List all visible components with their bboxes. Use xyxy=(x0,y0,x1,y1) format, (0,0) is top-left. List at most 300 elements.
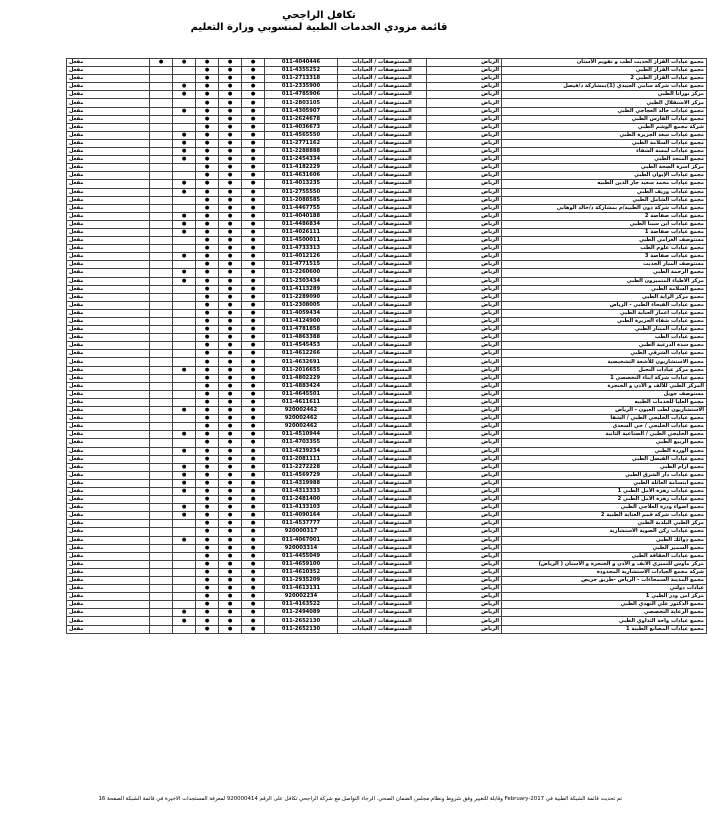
table-row xyxy=(67,536,707,544)
city-cell: الرياض xyxy=(427,237,502,245)
coverage-dot-cell xyxy=(173,196,196,204)
provider-type-cell: المستوصفات / العيادات xyxy=(338,334,427,342)
provider-type-cell: المستوصفات / العيادات xyxy=(338,172,427,180)
coverage-dot-icon: ● xyxy=(173,83,196,91)
phone-cell: 011-4486834 xyxy=(265,220,338,228)
provider-name-cell: مجمع عيادات ركن الصوية الاستشارية xyxy=(502,528,707,536)
table-row xyxy=(67,253,707,261)
coverage-dot-icon: ● xyxy=(242,123,265,131)
city-cell: الرياض xyxy=(427,245,502,253)
provider-type-cell: المستوصفات / العيادات xyxy=(338,479,427,487)
city-cell: الرياض xyxy=(427,261,502,269)
status-cell: مفعل xyxy=(67,366,150,374)
provider-name-cell: مركز الأطباء المتميزون الطبي xyxy=(502,277,707,285)
coverage-dot-cell xyxy=(173,568,196,576)
provider-name-cell: مجمع عيادات الإيوان الطبي xyxy=(502,172,707,180)
phone-cell: 011-4781858 xyxy=(265,326,338,334)
coverage-dot-icon: ● xyxy=(173,139,196,147)
coverage-dot-icon: ● xyxy=(196,407,219,415)
coverage-dot-icon: ● xyxy=(196,609,219,617)
status-cell: مفعل xyxy=(67,334,150,342)
status-cell: مفعل xyxy=(67,415,150,423)
city-cell: الرياض xyxy=(427,552,502,560)
provider-name-cell: مجمع عيادات الشرقي الطبي xyxy=(502,350,707,358)
coverage-dot-cell xyxy=(150,156,173,164)
table-row xyxy=(67,487,707,495)
table-row xyxy=(67,504,707,512)
status-cell: مفعل xyxy=(67,115,150,123)
coverage-dot-icon: ● xyxy=(219,479,242,487)
coverage-dot-cell xyxy=(173,285,196,293)
provider-name-cell: مجمع عيادات شركة سامي العبيدي (1)بمشاركة د/فيصل xyxy=(502,83,707,91)
table-row xyxy=(67,479,707,487)
coverage-dot-icon: ● xyxy=(242,318,265,326)
table-row xyxy=(67,148,707,156)
coverage-dot-icon: ● xyxy=(196,180,219,188)
coverage-dot-cell xyxy=(150,220,173,228)
provider-name-cell: مجمع عيادات صفاصة 1 xyxy=(502,228,707,236)
city-cell: الرياض xyxy=(427,139,502,147)
phone-cell: 920002462 xyxy=(265,407,338,415)
provider-type-cell: المستوصفات / العيادات xyxy=(338,471,427,479)
table-row xyxy=(67,463,707,471)
coverage-dot-cell xyxy=(173,423,196,431)
coverage-dot-icon: ● xyxy=(196,309,219,317)
coverage-dot-cell xyxy=(150,148,173,156)
provider-name-cell: مجمع عيادات شفاء الجزيرة الطبي xyxy=(502,318,707,326)
provider-type-cell: المستوصفات / العيادات xyxy=(338,366,427,374)
provider-type-cell: المستوصفات / العيادات xyxy=(338,309,427,317)
coverage-dot-cell xyxy=(150,544,173,552)
table-row xyxy=(67,585,707,593)
phone-cell: 011-4545453 xyxy=(265,342,338,350)
city-cell: الرياض xyxy=(427,350,502,358)
coverage-dot-icon: ● xyxy=(242,447,265,455)
city-cell: الرياض xyxy=(427,67,502,75)
table-row xyxy=(67,309,707,317)
coverage-dot-cell xyxy=(173,261,196,269)
coverage-dot-icon: ● xyxy=(196,358,219,366)
status-cell: مفعل xyxy=(67,350,150,358)
coverage-dot-icon: ● xyxy=(242,115,265,123)
coverage-dot-icon: ● xyxy=(242,164,265,172)
provider-type-cell: المستوصفات / العيادات xyxy=(338,228,427,236)
coverage-dot-icon: ● xyxy=(196,601,219,609)
coverage-dot-cell xyxy=(173,577,196,585)
provider-name-cell: مجمع السمير الطبي xyxy=(502,544,707,552)
table-row xyxy=(67,326,707,334)
coverage-dot-icon: ● xyxy=(173,212,196,220)
coverage-dot-cell xyxy=(150,228,173,236)
coverage-dot-icon: ● xyxy=(196,204,219,212)
coverage-dot-icon: ● xyxy=(173,253,196,261)
coverage-dot-icon: ● xyxy=(196,504,219,512)
city-cell: الرياض xyxy=(427,83,502,91)
provider-name-cell: مجمع عيادات الطب xyxy=(502,334,707,342)
coverage-dot-icon: ● xyxy=(196,334,219,342)
coverage-dot-cell xyxy=(150,285,173,293)
coverage-dot-icon: ● xyxy=(242,601,265,609)
city-cell: الرياض xyxy=(427,309,502,317)
provider-type-cell: المستوصفات / العيادات xyxy=(338,148,427,156)
coverage-dot-icon: ● xyxy=(219,568,242,576)
phone-cell: 011-4313333 xyxy=(265,487,338,495)
coverage-dot-icon: ● xyxy=(196,455,219,463)
coverage-dot-cell xyxy=(150,585,173,593)
coverage-dot-icon: ● xyxy=(219,504,242,512)
coverage-dot-icon: ● xyxy=(196,350,219,358)
coverage-dot-icon: ● xyxy=(219,75,242,83)
coverage-dot-icon: ● xyxy=(196,67,219,75)
table-row xyxy=(67,277,707,285)
coverage-dot-icon: ● xyxy=(173,220,196,228)
phone-cell: 011-4611611 xyxy=(265,398,338,406)
coverage-dot-icon: ● xyxy=(219,423,242,431)
provider-type-cell: المستوصفات / العيادات xyxy=(338,123,427,131)
phone-cell: 011-4090164 xyxy=(265,512,338,520)
coverage-dot-icon: ● xyxy=(219,609,242,617)
provider-name-cell: مجمع عيادات المصانع الطبية 1 xyxy=(502,625,707,633)
coverage-dot-icon: ● xyxy=(219,285,242,293)
coverage-dot-icon: ● xyxy=(196,487,219,495)
coverage-dot-cell xyxy=(150,75,173,83)
coverage-dot-cell xyxy=(173,318,196,326)
status-cell: مفعل xyxy=(67,585,150,593)
coverage-dot-icon: ● xyxy=(196,228,219,236)
provider-type-cell: المستوصفات / العيادات xyxy=(338,301,427,309)
provider-name-cell: مجمع عيادات الفيصل الطبي xyxy=(502,455,707,463)
phone-cell: 011-2308005 xyxy=(265,301,338,309)
provider-type-cell: المستوصفات / العيادات xyxy=(338,99,427,107)
provider-type-cell: المستوصفات / العيادات xyxy=(338,552,427,560)
provider-type-cell: المستوصفات / العيادات xyxy=(338,447,427,455)
coverage-dot-icon: ● xyxy=(173,504,196,512)
status-cell: مفعل xyxy=(67,407,150,415)
coverage-dot-icon: ● xyxy=(173,188,196,196)
table-row xyxy=(67,245,707,253)
table-row xyxy=(67,228,707,236)
city-cell: الرياض xyxy=(427,544,502,552)
phone-cell: 011-2771162 xyxy=(265,139,338,147)
status-cell: مفعل xyxy=(67,544,150,552)
provider-type-cell: المستوصفات / العيادات xyxy=(338,269,427,277)
coverage-dot-cell xyxy=(173,552,196,560)
city-cell: الرياض xyxy=(427,463,502,471)
status-cell: مفعل xyxy=(67,180,150,188)
coverage-dot-icon: ● xyxy=(173,447,196,455)
coverage-dot-icon: ● xyxy=(196,196,219,204)
coverage-dot-icon: ● xyxy=(196,536,219,544)
provider-type-cell: المستوصفات / العيادات xyxy=(338,374,427,382)
provider-name-cell: مجمع عيادات السلامة الطبي xyxy=(502,139,707,147)
provider-name-cell: مجمع عيادات اعمار العناية الطبي xyxy=(502,309,707,317)
coverage-dot-icon: ● xyxy=(196,245,219,253)
status-cell: مفعل xyxy=(67,463,150,471)
coverage-dot-icon: ● xyxy=(173,91,196,99)
status-cell: مفعل xyxy=(67,196,150,204)
provider-name-cell: مجمع عيادات محمد سعيد جار الدين الطبيه xyxy=(502,180,707,188)
coverage-dot-icon: ● xyxy=(242,358,265,366)
coverage-dot-icon: ● xyxy=(219,552,242,560)
phone-cell: 011-4632691 xyxy=(265,358,338,366)
city-cell: الرياض xyxy=(427,455,502,463)
coverage-dot-icon: ● xyxy=(219,59,242,67)
table-row xyxy=(67,593,707,601)
coverage-dot-icon: ● xyxy=(219,350,242,358)
provider-type-cell: المستوصفات / العيادات xyxy=(338,593,427,601)
coverage-dot-cell xyxy=(173,439,196,447)
phone-cell: 011-4467755 xyxy=(265,204,338,212)
coverage-dot-icon: ● xyxy=(242,504,265,512)
coverage-dot-icon: ● xyxy=(219,560,242,568)
city-cell: الرياض xyxy=(427,301,502,309)
city-cell: الرياض xyxy=(427,75,502,83)
phone-cell: 011-4113289 xyxy=(265,285,338,293)
city-cell: الرياض xyxy=(427,269,502,277)
coverage-dot-cell xyxy=(173,560,196,568)
status-cell: مفعل xyxy=(67,245,150,253)
coverage-dot-cell xyxy=(150,504,173,512)
phone-cell: 011-2481400 xyxy=(265,496,338,504)
coverage-dot-icon: ● xyxy=(242,398,265,406)
provider-type-cell: المستوصفات / العيادات xyxy=(338,382,427,390)
coverage-dot-icon: ● xyxy=(173,536,196,544)
phone-cell: 011-2454334 xyxy=(265,156,338,164)
table-row xyxy=(67,512,707,520)
status-cell: مفعل xyxy=(67,382,150,390)
provider-type-cell: المستوصفات / العيادات xyxy=(338,59,427,67)
provider-name-cell: مجمع عيادات القزاز الطبي 2 xyxy=(502,75,707,83)
status-cell: مفعل xyxy=(67,301,150,309)
provider-name-cell: مجمع الوردة الطبي xyxy=(502,447,707,455)
phone-cell: 011-2272228 xyxy=(265,463,338,471)
provider-type-cell: المستوصفات / العيادات xyxy=(338,131,427,139)
coverage-dot-icon: ● xyxy=(196,75,219,83)
coverage-dot-icon: ● xyxy=(242,75,265,83)
coverage-dot-cell xyxy=(150,342,173,350)
coverage-dot-icon: ● xyxy=(242,528,265,536)
coverage-dot-cell xyxy=(150,447,173,455)
coverage-dot-cell xyxy=(173,374,196,382)
coverage-dot-icon: ● xyxy=(196,99,219,107)
table-row xyxy=(67,577,707,585)
page-subtitle: قائمة مزودي الخدمات الطبية لمنسوبي وزارة التعليم xyxy=(190,22,448,33)
provider-name-cell: مجمع مركز الراية الطبي xyxy=(502,293,707,301)
coverage-dot-icon: ● xyxy=(242,131,265,139)
provider-type-cell: المستوصفات / العيادات xyxy=(338,496,427,504)
coverage-dot-icon: ● xyxy=(196,439,219,447)
provider-type-cell: المستوصفات / العيادات xyxy=(338,67,427,75)
coverage-dot-icon: ● xyxy=(173,609,196,617)
provider-name-cell: مجمع عيادات صفاصة 3 xyxy=(502,253,707,261)
status-cell: مفعل xyxy=(67,293,150,301)
provider-name-cell: مجمع عيادات شركة ابناء التخصصي 1 xyxy=(502,374,707,382)
coverage-dot-icon: ● xyxy=(219,520,242,528)
coverage-dot-icon: ● xyxy=(219,390,242,398)
coverage-dot-cell xyxy=(150,463,173,471)
coverage-dot-cell xyxy=(150,496,173,504)
coverage-dot-icon: ● xyxy=(196,374,219,382)
footer-note: تم تحديث قائمة الشبكة الطبية في February-2017 وقابلة للتغيير وفق شروط ونظام مجلس الضمان الصحي. الرجاء التواصل مع شركة الراجحي تكافل على الرقم 920000414 لمعرفة المستجدات الاخيرة في قائمة الشبكة الصفحة 16 xyxy=(98,796,622,802)
city-cell: الرياض xyxy=(427,536,502,544)
coverage-dot-icon: ● xyxy=(242,277,265,285)
table-row xyxy=(67,261,707,269)
provider-name-cell: مجمع الدكتور علي النهدي الطبي xyxy=(502,601,707,609)
provider-name-cell: مجمع عيادات الفيحاء الطبي - الرياض xyxy=(502,301,707,309)
coverage-dot-cell xyxy=(150,318,173,326)
coverage-dot-icon: ● xyxy=(242,544,265,552)
provider-type-cell: المستوصفات / العيادات xyxy=(338,220,427,228)
provider-type-cell: المستوصفات / العيادات xyxy=(338,285,427,293)
coverage-dot-cell xyxy=(150,439,173,447)
phone-cell: 011-2935209 xyxy=(265,577,338,585)
provider-type-cell: المستوصفات / العيادات xyxy=(338,407,427,415)
status-cell: مفعل xyxy=(67,496,150,504)
coverage-dot-icon: ● xyxy=(173,107,196,115)
coverage-dot-icon: ● xyxy=(242,285,265,293)
phone-cell: 011-2652130 xyxy=(265,625,338,633)
coverage-dot-cell xyxy=(150,617,173,625)
coverage-dot-icon: ● xyxy=(196,577,219,585)
city-cell: الرياض xyxy=(427,407,502,415)
coverage-dot-icon: ● xyxy=(242,487,265,495)
coverage-dot-cell xyxy=(150,261,173,269)
coverage-dot-icon: ● xyxy=(196,237,219,245)
coverage-dot-cell xyxy=(150,277,173,285)
table-row xyxy=(67,342,707,350)
provider-name-cell: مجمع سدة الدرعية الطبي xyxy=(502,342,707,350)
coverage-dot-cell xyxy=(150,107,173,115)
status-cell: مفعل xyxy=(67,423,150,431)
provider-type-cell: المستوصفات / العيادات xyxy=(338,293,427,301)
coverage-dot-icon: ● xyxy=(173,366,196,374)
provider-type-cell: المستوصفات / العيادات xyxy=(338,156,427,164)
phone-cell: 011-4565550 xyxy=(265,131,338,139)
coverage-dot-cell xyxy=(150,398,173,406)
provider-type-cell: المستوصفات / العيادات xyxy=(338,528,427,536)
coverage-dot-icon: ● xyxy=(242,407,265,415)
coverage-dot-cell xyxy=(173,455,196,463)
coverage-dot-icon: ● xyxy=(196,269,219,277)
table-row xyxy=(67,374,707,382)
coverage-dot-icon: ● xyxy=(242,374,265,382)
phone-cell: 011-4733313 xyxy=(265,245,338,253)
coverage-dot-cell xyxy=(173,350,196,358)
coverage-dot-icon: ● xyxy=(219,164,242,172)
provider-type-cell: المستوصفات / العيادات xyxy=(338,625,427,633)
status-cell: مفعل xyxy=(67,148,150,156)
coverage-dot-cell xyxy=(150,560,173,568)
city-cell: الرياض xyxy=(427,577,502,585)
coverage-dot-cell xyxy=(150,625,173,633)
coverage-dot-icon: ● xyxy=(242,382,265,390)
phone-cell: 011-2713318 xyxy=(265,75,338,83)
city-cell: الرياض xyxy=(427,91,502,99)
coverage-dot-icon: ● xyxy=(196,59,219,67)
coverage-dot-cell xyxy=(150,99,173,107)
coverage-dot-icon: ● xyxy=(242,188,265,196)
phone-cell: 011-4059434 xyxy=(265,309,338,317)
provider-name-cell: مجمع اضواء ودرة العلاجي الطبي xyxy=(502,504,707,512)
coverage-dot-icon: ● xyxy=(242,261,265,269)
table-row xyxy=(67,83,707,91)
coverage-dot-icon: ● xyxy=(219,431,242,439)
coverage-dot-icon: ● xyxy=(219,382,242,390)
table-row xyxy=(67,269,707,277)
coverage-dot-cell xyxy=(173,99,196,107)
phone-cell: 920002234 xyxy=(265,593,338,601)
coverage-dot-icon: ● xyxy=(219,334,242,342)
coverage-dot-icon: ● xyxy=(242,139,265,147)
provider-type-cell: المستوصفات / العيادات xyxy=(338,504,427,512)
provider-name-cell: الاستشاريون لطب العيون - الرياض xyxy=(502,407,707,415)
table-row xyxy=(67,123,707,131)
status-cell: مفعل xyxy=(67,164,150,172)
coverage-dot-cell xyxy=(173,309,196,317)
status-cell: مفعل xyxy=(67,237,150,245)
coverage-dot-icon: ● xyxy=(219,342,242,350)
coverage-dot-icon: ● xyxy=(219,318,242,326)
coverage-dot-cell xyxy=(150,374,173,382)
coverage-dot-cell xyxy=(150,479,173,487)
status-cell: مفعل xyxy=(67,75,150,83)
provider-type-cell: المستوصفات / العيادات xyxy=(338,439,427,447)
city-cell: الرياض xyxy=(427,617,502,625)
status-cell: مفعل xyxy=(67,528,150,536)
table-row xyxy=(67,439,707,447)
provider-type-cell: المستوصفات / العيادات xyxy=(338,75,427,83)
coverage-dot-icon: ● xyxy=(242,496,265,504)
provider-name-cell: مجمع عيادات الخليجي الطبي / الشفا xyxy=(502,415,707,423)
coverage-dot-icon: ● xyxy=(242,212,265,220)
phone-cell: 011-2288888 xyxy=(265,148,338,156)
coverage-dot-cell xyxy=(150,212,173,220)
coverage-dot-icon: ● xyxy=(242,552,265,560)
coverage-dot-icon: ● xyxy=(219,220,242,228)
provider-name-cell: مركز نورانا الطبي xyxy=(502,91,707,99)
coverage-dot-icon: ● xyxy=(196,568,219,576)
city-cell: الرياض xyxy=(427,156,502,164)
coverage-dot-cell xyxy=(150,204,173,212)
provider-type-cell: المستوصفات / العيادات xyxy=(338,358,427,366)
city-cell: الرياض xyxy=(427,293,502,301)
coverage-dot-icon: ● xyxy=(242,334,265,342)
coverage-dot-icon: ● xyxy=(219,172,242,180)
table-row xyxy=(67,528,707,536)
table-row xyxy=(67,552,707,560)
coverage-dot-icon: ● xyxy=(196,512,219,520)
city-cell: الرياض xyxy=(427,366,502,374)
coverage-dot-icon: ● xyxy=(242,99,265,107)
coverage-dot-cell xyxy=(173,75,196,83)
coverage-dot-cell xyxy=(173,326,196,334)
coverage-dot-icon: ● xyxy=(219,91,242,99)
coverage-dot-icon: ● xyxy=(219,463,242,471)
coverage-dot-icon: ● xyxy=(242,204,265,212)
coverage-dot-icon: ● xyxy=(242,67,265,75)
city-cell: الرياض xyxy=(427,447,502,455)
provider-type-cell: المستوصفات / العيادات xyxy=(338,212,427,220)
coverage-dot-cell xyxy=(150,172,173,180)
coverage-dot-cell xyxy=(173,237,196,245)
city-cell: الرياض xyxy=(427,212,502,220)
table-row xyxy=(67,601,707,609)
city-cell: الرياض xyxy=(427,423,502,431)
provider-type-cell: المستوصفات / العيادات xyxy=(338,463,427,471)
city-cell: الرياض xyxy=(427,334,502,342)
provider-name-cell: عيادات دولتي xyxy=(502,585,707,593)
coverage-dot-icon: ● xyxy=(242,269,265,277)
